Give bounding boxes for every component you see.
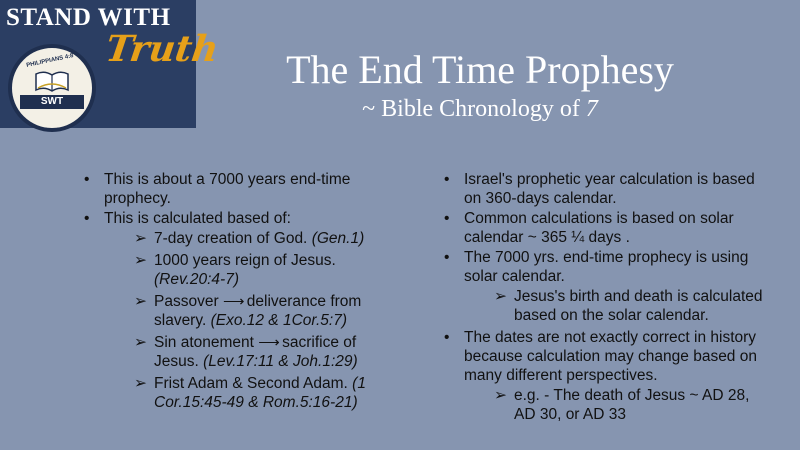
- logo-emblem: [8, 44, 96, 132]
- bullet-text: Common calculations is based on solar calendar ~ 365 ¼ days .: [464, 210, 734, 246]
- bullet-item: [440, 170, 770, 208]
- sub-bullet-arrow-icon: ➢: [134, 293, 147, 310]
- right-column: [440, 170, 770, 427]
- sub-bullet-text: Jesus's birth and death is calculated based on the solar calendar.: [514, 288, 763, 324]
- sub-bullet-text: e.g. - The death of Jesus ~ AD 28, AD 30, or AD 33: [514, 387, 750, 423]
- logo-title: STAND WITH: [6, 4, 171, 31]
- logo: [0, 0, 222, 128]
- sub-bullet-text: sacrifice of Jesus.: [154, 334, 357, 370]
- scripture-reference: (Rev.20:4-7): [154, 271, 239, 288]
- sub-bullet-item: [104, 229, 380, 248]
- slide-subtitle: [200, 96, 760, 123]
- sub-bullet-arrow-icon: ➢: [134, 252, 147, 269]
- sub-bullet-item: [104, 292, 380, 330]
- bullet-text: The 7000 yrs. end-time prophecy is using solar calendar.: [464, 249, 749, 285]
- sub-bullet-arrow-icon: ➢: [494, 288, 507, 305]
- emblem-banner: SWT: [20, 95, 84, 109]
- logo-script-text: Truth: [103, 28, 222, 70]
- open-book-icon: [34, 70, 70, 92]
- sub-bullet-text: deliverance from slavery.: [154, 293, 362, 329]
- bullet-item: [440, 209, 770, 247]
- sub-bullet-arrow-icon: ➢: [494, 387, 507, 404]
- sub-bullet-text: Passover: [154, 293, 219, 310]
- subtitle-number: 7: [585, 96, 598, 122]
- long-arrow-icon: ⟶: [222, 293, 243, 310]
- bullet-text: The dates are not exactly correct in history because calculation may change based on many different perspectives.: [464, 329, 757, 384]
- scripture-reference: (Lev.17:11 & Joh.1:29): [203, 353, 358, 370]
- sub-bullet-item: [464, 287, 770, 325]
- sub-bullet-item: [464, 386, 770, 424]
- bullet-text: Israel's prophetic year calculation is based on 360-days calendar.: [464, 171, 755, 207]
- sub-bullet-arrow-icon: ➢: [134, 334, 147, 351]
- sub-bullet-arrow-icon: ➢: [134, 375, 147, 392]
- bullet-text: This is calculated based of:: [104, 210, 291, 227]
- sub-bullet-item: [104, 374, 380, 412]
- scripture-reference: (Exo.12 & 1Cor.5:7): [210, 312, 347, 329]
- sub-bullet-text: Sin atonement: [154, 334, 254, 351]
- bullet-item: [80, 170, 380, 208]
- bullet-item: [440, 328, 770, 424]
- scripture-reference: (Gen.1): [311, 230, 365, 247]
- long-arrow-icon: ⟶: [258, 334, 278, 351]
- left-column: [80, 170, 380, 415]
- sub-bullet-arrow-icon: ➢: [134, 230, 147, 247]
- subtitle-text: ~ Bible Chronology of: [362, 96, 580, 122]
- sub-bullet-text: 1000 years reign of Jesus.: [154, 252, 336, 269]
- scripture-reference: (1 Cor.15:45-49 & Rom.5:16-21): [154, 375, 366, 411]
- bullet-item: [440, 248, 770, 325]
- sub-bullet-item: [104, 333, 380, 371]
- sub-bullet-item: [104, 251, 380, 289]
- bullet-item: [80, 209, 380, 412]
- slide-title: The End Time Prophesy: [286, 47, 674, 92]
- sub-bullet-text: Frist Adam & Second Adam.: [154, 375, 348, 392]
- sub-bullet-text: 7-day creation of God.: [154, 230, 308, 247]
- emblem-ring-text: PHILIPPIANS 4:8: [25, 53, 75, 69]
- bullet-text: This is about a 7000 years end-time prophecy.: [104, 171, 351, 207]
